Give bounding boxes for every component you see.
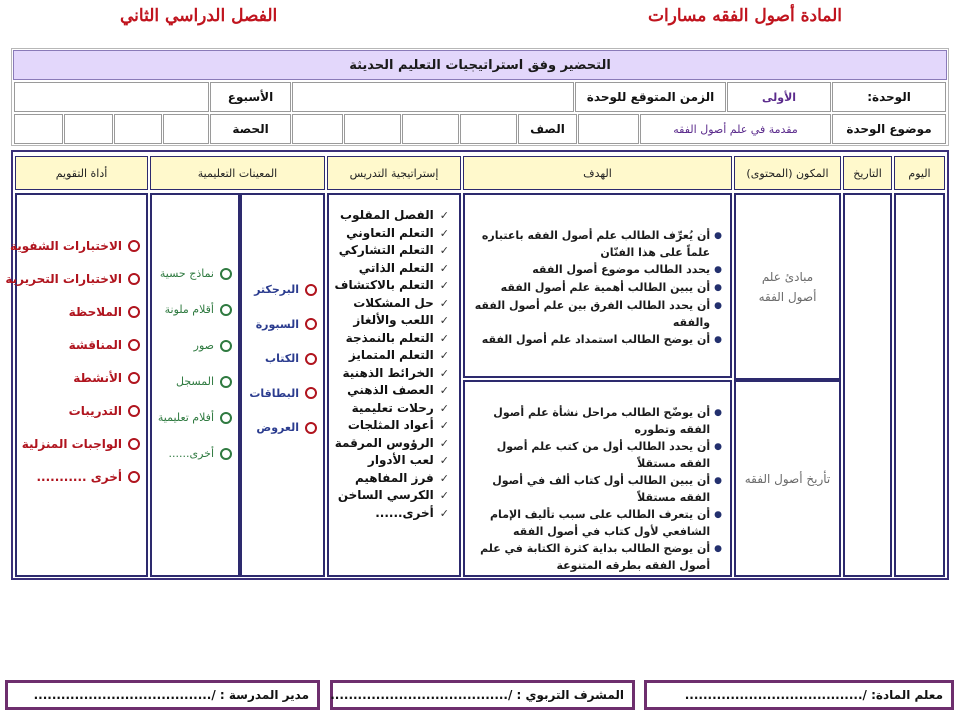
principal-signature[interactable]: مدير المدرسة : /....................................... (5, 680, 320, 710)
objective-item: ● أن يُعرِّف الطالب علم أصول الفقه باعتباره علماً على هذا الفنّان (481, 229, 722, 259)
circle-icon (305, 387, 317, 399)
equipment-item: البرجكتر (242, 283, 317, 296)
header-objective: الهدف (463, 156, 732, 190)
check-icon: ✓ (439, 314, 449, 327)
objective-item: ● أن يوضح الطالب استمداد علم أصول الفقه (471, 331, 722, 349)
bullet-icon: ● (714, 408, 722, 418)
check-icon: ✓ (439, 209, 449, 222)
bullet-icon: ● (714, 231, 722, 241)
circle-icon (128, 471, 140, 483)
equipment-item: الكتاب (242, 352, 317, 365)
objective-item: ● أن يبين الطالب أول كتاب ألف في أصول الفقه مستقلاً (492, 474, 722, 504)
check-icon: ✓ (439, 436, 449, 450)
circle-icon (220, 412, 232, 424)
equipment-list (242, 283, 317, 434)
check-icon: ✓ (439, 349, 449, 362)
evaluation-item: الملاحظة (17, 305, 140, 319)
teacher-signature[interactable]: معلم المادة: /....................................... (644, 680, 954, 710)
check-icon: ✓ (439, 489, 449, 502)
topic-label: موضوع الوحدة (832, 114, 946, 144)
header-day: اليوم (894, 156, 945, 190)
circle-icon (220, 340, 232, 352)
bullet-icon: ● (714, 265, 722, 275)
aid-item: أقلام ملونة (152, 303, 232, 316)
strategy-item: ✓ التعلم التعاوني (329, 225, 449, 243)
period-slot-1[interactable] (460, 114, 517, 144)
date-column[interactable] (843, 193, 892, 577)
check-icon: ✓ (439, 384, 449, 397)
strategy-item: ✓ لعب الأدوار (329, 452, 449, 470)
strategy-item: ✓ التعلم المتمايز (329, 347, 449, 365)
strategy-item: ✓ التعلم التشاركي (329, 242, 449, 260)
objective-item: ● أن يوضّح الطالب مراحل نشأة علم أصول الفقه وتطوره (493, 406, 722, 436)
content-item: تأريخ أصول الفقه (744, 471, 831, 486)
bullet-icon: ● (714, 510, 722, 520)
strategy-item: ✓ حل المشكلات (329, 295, 449, 313)
period-slot-7[interactable] (64, 114, 113, 144)
period-label: الحصة (210, 114, 291, 144)
objective-item: ● أن يوضح الطالب بداية كثرة الكتابة في علم أصول الفقه بطرقه المتنوعة (480, 542, 722, 572)
unit-value: الأولى (727, 82, 831, 112)
objective-cell-1 (463, 193, 732, 378)
check-icon: ✓ (439, 331, 449, 345)
class-label: الصف (518, 114, 577, 144)
circle-icon (128, 438, 140, 450)
check-icon: ✓ (439, 279, 449, 292)
evaluation-item: الاختبارات الشفوية (17, 239, 140, 253)
content-item: مبادئ علم أصول الفقه (758, 269, 817, 304)
supervisor-signature[interactable]: المشرف التربوي : /....................................... (330, 680, 635, 710)
class-field[interactable] (578, 114, 639, 144)
aid-item: أفلام تعليمية (152, 411, 232, 424)
check-icon: ✓ (439, 506, 449, 520)
bullet-icon: ● (714, 544, 722, 554)
content-cell-1 (734, 193, 841, 380)
aids-list (152, 267, 232, 460)
equipment-item: البطاقات (242, 387, 317, 400)
bullet-icon: ● (714, 335, 722, 345)
circle-icon (128, 273, 140, 285)
circle-icon (128, 339, 140, 351)
check-icon: ✓ (439, 401, 449, 415)
objective-item: ● أن يحدد الطالب الفرق بين علم أصول الفقه والفقه (474, 299, 722, 329)
strategy-item: ✓ التعلم بالاكتشاف (329, 277, 449, 295)
check-icon: ✓ (439, 261, 449, 275)
objective-item: ● أن يبين الطالب أهمية علم أصول الفقه (471, 279, 722, 297)
circle-icon (305, 284, 317, 296)
evaluation-item: المناقشة (17, 338, 140, 352)
objective-item: ● أن يحدد الطالب أول من كتب علم أصول الفقه مستقلاً (496, 440, 722, 470)
evaluation-list (5, 239, 140, 484)
circle-icon (305, 422, 317, 434)
plan-banner: التحضير وفق استراتيجيات التعليم الحديثة (13, 50, 947, 80)
check-icon: ✓ (439, 471, 449, 485)
circle-icon (220, 268, 232, 280)
circle-icon (128, 240, 140, 252)
check-icon: ✓ (439, 419, 449, 432)
strategy-item: ✓ أعواد المثلجات (329, 417, 449, 435)
check-icon: ✓ (439, 244, 449, 257)
period-slot-2[interactable] (402, 114, 459, 144)
duration-label: الزمن المتوقع للوحدة (575, 82, 726, 112)
strategy-item: ✓ الكرسي الساخن (329, 487, 449, 505)
header-strategy: إستراتيجية التدريس (327, 156, 461, 190)
period-slot-5[interactable] (163, 114, 209, 144)
strategy-item: ✓ أخرى...... (329, 505, 449, 523)
circle-icon (305, 318, 317, 330)
strategy-item: ✓ التعلم بالنمذجة (329, 330, 449, 348)
topic-value: مقدمة في علم أصول الفقه (640, 114, 831, 144)
circle-icon (220, 304, 232, 316)
objective-item: ● يحدد الطالب موضوع أصول الفقه (471, 261, 722, 279)
week-field[interactable] (14, 82, 209, 112)
strategy-item: ✓ الرؤوس المرقمة (329, 435, 449, 453)
period-slot-4[interactable] (292, 114, 343, 144)
check-icon: ✓ (439, 454, 449, 467)
equipment-column (240, 193, 325, 577)
week-label: الأسبوع (210, 82, 291, 112)
bullet-icon: ● (714, 283, 722, 293)
term-title: الفصل الدراسي الثاني (120, 6, 278, 26)
header-evaluation: أداة التقويم (15, 156, 148, 190)
bullet-icon: ● (714, 301, 722, 311)
header-content: المكون (المحتوى) (734, 156, 841, 190)
objective-cell-2 (463, 380, 732, 577)
circle-icon (128, 405, 140, 417)
header-aids: المعينات التعليمية (150, 156, 325, 190)
evaluation-item: الأنشطة (17, 371, 140, 385)
objective-item: ● أن يتعرف الطالب على سبب تأليف الإمام الشافعي لأول كتاب في أصول الفقه (490, 508, 722, 538)
evaluation-item: الواجبات المنزلية (17, 437, 140, 451)
strategy-item: ✓ الفصل المقلوب (329, 207, 449, 225)
equipment-item: العروض (242, 421, 317, 434)
circle-icon (128, 372, 140, 384)
circle-icon (220, 448, 232, 460)
strategy-column (327, 193, 461, 577)
period-slot-3[interactable] (344, 114, 401, 144)
header-date: التاريخ (843, 156, 892, 190)
circle-icon (128, 306, 140, 318)
evaluation-item: الاختبارات التحريرية (17, 272, 140, 286)
evaluation-item: التدريبات (17, 404, 140, 418)
aids-column (150, 193, 240, 577)
period-slot-6[interactable] (114, 114, 162, 144)
unit-label: الوحدة: (832, 82, 946, 112)
aid-item: أخرى...... (152, 447, 232, 460)
evaluation-item: أخرى ........... (17, 470, 140, 484)
day-column[interactable] (894, 193, 945, 577)
strategy-item: ✓ فرز المفاهيم (329, 470, 449, 488)
strategy-item: ✓ التعلم الذاتي (329, 260, 449, 278)
strategy-item: ✓ الخرائط الذهنية (329, 365, 449, 383)
aid-item: صور (152, 339, 232, 352)
strategy-list (329, 207, 449, 522)
aid-item: نماذج حسية (152, 267, 232, 280)
check-icon: ✓ (439, 226, 449, 240)
content-cell-2 (734, 380, 841, 577)
check-icon: ✓ (439, 366, 449, 380)
evaluation-column (5, 193, 148, 577)
strategy-item: ✓ العصف الذهني (329, 382, 449, 400)
aid-item: المسجل (152, 375, 232, 388)
check-icon: ✓ (439, 296, 449, 310)
circle-icon (305, 353, 317, 365)
period-slot-8[interactable] (14, 114, 63, 144)
bullet-icon: ● (714, 476, 722, 486)
bullet-icon: ● (714, 442, 722, 452)
duration-field[interactable] (292, 82, 574, 112)
strategy-item: ✓ اللعب والألغاز (329, 312, 449, 330)
subject-title: المادة أصول الفقه مسارات (647, 6, 842, 26)
circle-icon (220, 376, 232, 388)
equipment-item: السبورة (242, 318, 317, 331)
strategy-item: ✓ رحلات تعليمية (329, 400, 449, 418)
